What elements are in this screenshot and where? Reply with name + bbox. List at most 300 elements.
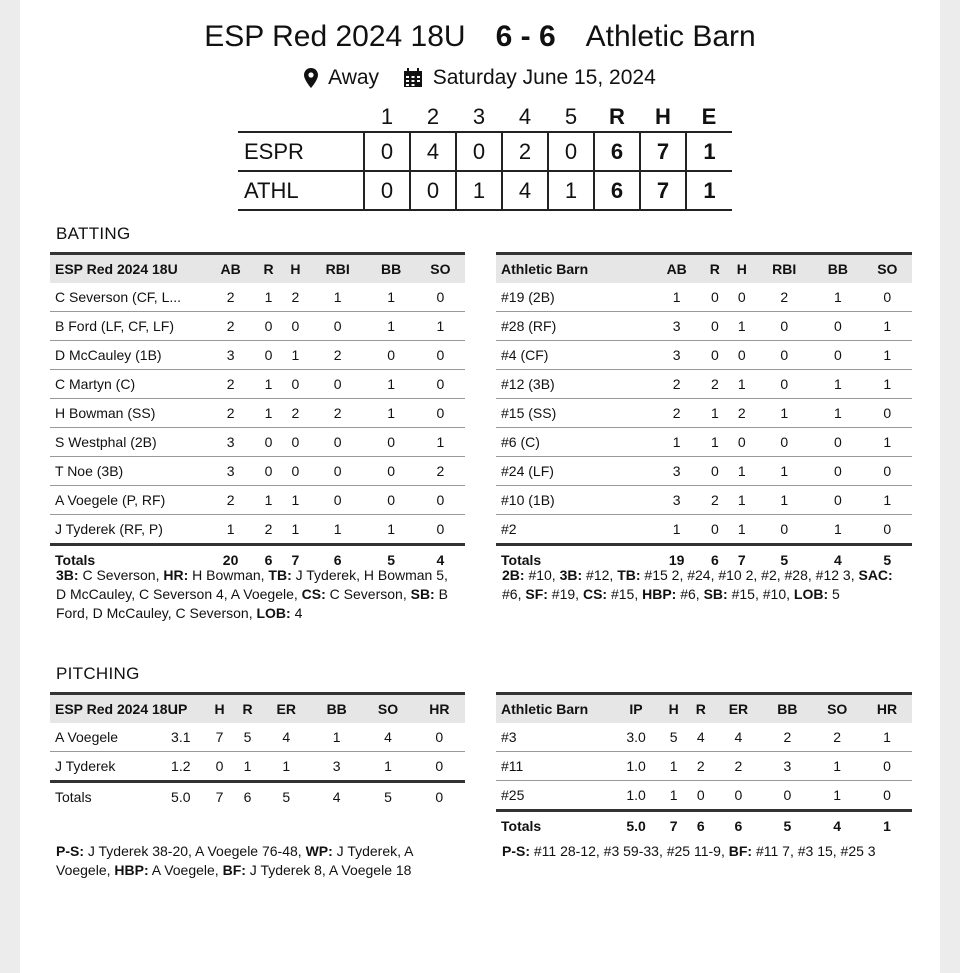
stat-cell: 3 — [206, 341, 255, 370]
stat-note-key: 3B: — [559, 567, 583, 583]
hits-total: 7 — [640, 171, 686, 210]
stat-cell: 0 — [755, 312, 813, 341]
stat-column-header: RBI — [325, 261, 350, 277]
player-name: S Westphal (2B) — [50, 428, 206, 457]
stat-column-header: R — [263, 261, 274, 277]
game-title — [0, 20, 960, 54]
stat-cell: 0 — [863, 457, 912, 486]
stat-note-key: SB: — [703, 586, 728, 602]
stat-cell: 7 — [206, 723, 234, 752]
calendar-icon — [403, 68, 423, 88]
runs-total: 6 — [594, 132, 640, 171]
stat-note-value: #12, — [582, 567, 618, 583]
table-header-row — [50, 254, 465, 284]
stat-cell: 1 — [813, 283, 862, 312]
stat-cell: 0 — [863, 283, 912, 312]
stat-cell: 2 — [309, 399, 367, 428]
total-cell: 4 — [332, 789, 341, 805]
stat-note-value: J Tyderek 8, A Voegele 18 — [245, 862, 412, 878]
total-cell: 1 — [883, 818, 891, 834]
inning-header: 4 — [518, 104, 532, 129]
game-score: 6 - 6 — [495, 20, 556, 53]
stat-cell: 0 — [282, 312, 309, 341]
inning-header: 3 — [472, 104, 486, 129]
pitching-section-title: PITCHING — [56, 664, 140, 683]
stat-cell: 1 — [282, 341, 309, 370]
stat-cell: 1 — [728, 515, 755, 545]
player-name: #10 (1B) — [496, 486, 652, 515]
table-row — [50, 723, 465, 752]
stat-cell: 1 — [367, 283, 416, 312]
stat-column-header: RBI — [772, 261, 797, 277]
total-cell: 7 — [669, 818, 678, 834]
hits-header: H — [655, 104, 671, 129]
stat-note-value: C Severson, — [325, 586, 411, 602]
stat-note-key: P-S: — [502, 843, 530, 859]
stat-cell: 0 — [863, 399, 912, 428]
stat-cell: 1 — [362, 752, 413, 782]
team-column-header: Athletic Barn — [501, 261, 589, 277]
stat-cell: 1 — [813, 399, 862, 428]
stat-cell: 2 — [206, 486, 255, 515]
stat-cell: 1 — [813, 515, 862, 545]
stat-note-key: TB: — [617, 567, 641, 583]
stat-column-header: BB — [777, 701, 798, 717]
stat-note-key: CS: — [582, 586, 608, 602]
inning-score: 0 — [364, 132, 410, 171]
stat-note-value: #6, — [676, 586, 704, 602]
stat-cell: 1 — [755, 457, 813, 486]
stat-cell: 0 — [416, 370, 465, 399]
stat-cell: 2 — [714, 752, 762, 781]
stat-cell: 1 — [367, 515, 416, 545]
linescore-row — [238, 132, 732, 171]
batting-section-title: BATTING — [56, 224, 131, 243]
total-cell: 6 — [710, 552, 719, 568]
stat-cell: 0 — [309, 457, 367, 486]
total-cell: 5 — [780, 552, 789, 568]
stat-cell: 3 — [652, 312, 701, 341]
team-column-header: Athletic Barn — [501, 701, 589, 717]
stat-note-value: #19, — [547, 586, 583, 602]
stat-cell: 0 — [282, 370, 309, 399]
stat-cell: 0 — [414, 723, 465, 752]
runs-header: R — [609, 104, 625, 129]
stat-cell: 0 — [701, 515, 728, 545]
stat-cell: 0 — [416, 283, 465, 312]
stat-cell: 1 — [282, 486, 309, 515]
stat-note-value: #11 28-12, #3 59-33, #25 11-9, — [530, 843, 729, 859]
stat-note-value: A Voegele, — [148, 862, 223, 878]
stat-note-key: SB: — [410, 586, 435, 602]
total-cell: 5 — [883, 552, 892, 568]
player-name: #28 (RF) — [496, 312, 652, 341]
stat-cell: 0 — [762, 781, 812, 811]
inning-score: 0 — [456, 132, 502, 171]
table-row — [50, 283, 465, 312]
game-location: Away — [328, 66, 380, 90]
total-cell: 6 — [264, 552, 273, 568]
player-name: #6 (C) — [496, 428, 652, 457]
stat-column-header: IP — [174, 701, 188, 717]
stat-cell: 0 — [416, 341, 465, 370]
stat-note-key: LOB: — [256, 605, 291, 621]
inning-header: 2 — [426, 104, 440, 129]
total-cell: 5.0 — [626, 818, 646, 834]
stat-cell: 1.0 — [612, 752, 660, 781]
stat-cell: 4 — [687, 723, 714, 752]
stat-cell: 0 — [255, 428, 282, 457]
stat-cell: 1 — [309, 283, 367, 312]
errors-total: 1 — [703, 138, 716, 164]
stat-cell: 3 — [652, 486, 701, 515]
total-cell: 4 — [834, 552, 842, 568]
stat-note-key: HBP: — [642, 586, 677, 602]
stat-column-header: SO — [430, 261, 451, 277]
stat-cell: 1 — [728, 370, 755, 399]
table-row — [496, 312, 912, 341]
stat-note-value: J Tyderek, A Voegele, — [56, 843, 413, 878]
stat-cell: 0 — [813, 341, 862, 370]
totals-row — [496, 811, 912, 841]
home-team-name: ESP Red 2024 18U — [204, 20, 466, 53]
total-cell: 19 — [668, 552, 685, 568]
player-name: #19 (2B) — [496, 283, 652, 312]
linescore-header-row — [238, 103, 732, 132]
stat-column-header: H — [736, 261, 747, 277]
stat-cell: 1 — [755, 486, 813, 515]
linescore-row — [238, 171, 732, 210]
stat-note-value: #10, — [524, 567, 560, 583]
stat-cell: 0 — [728, 428, 755, 457]
stat-cell: 0 — [728, 341, 755, 370]
table-row — [496, 341, 912, 370]
stat-cell: 0 — [862, 752, 912, 781]
stat-cell: 1 — [255, 283, 282, 312]
stat-column-header: AB — [220, 261, 241, 277]
stat-cell: 1 — [652, 283, 701, 312]
stat-cell: 1 — [234, 752, 262, 782]
player-name: J Tyderek — [50, 752, 156, 782]
stat-cell: 5 — [660, 723, 687, 752]
stat-cell: 0 — [863, 515, 912, 545]
stat-cell: 0 — [755, 370, 813, 399]
away-team-name: Athletic Barn — [585, 20, 756, 53]
stat-note-value: 5 — [828, 586, 840, 602]
stat-note-key: 2B: — [502, 567, 525, 583]
stat-cell: 1 — [255, 370, 282, 399]
stat-cell: 3 — [206, 428, 255, 457]
stat-cell: 2 — [755, 283, 813, 312]
player-name: #2 — [496, 515, 652, 545]
table-row — [50, 752, 465, 782]
player-name: D McCauley (1B) — [50, 341, 206, 370]
stat-note-value: H Bowman, — [188, 567, 269, 583]
stat-cell: 1 — [863, 486, 912, 515]
totals-label: Totals — [501, 818, 542, 834]
stat-cell: 0 — [282, 428, 309, 457]
stat-cell: 2 — [701, 486, 728, 515]
player-name: C Severson (CF, L... — [50, 283, 206, 312]
table-row — [496, 781, 912, 811]
stat-cell: 1.0 — [612, 781, 660, 811]
table-row — [50, 370, 465, 399]
stat-cell: 0 — [755, 515, 813, 545]
stat-cell: 3 — [652, 457, 701, 486]
total-cell: 6 — [243, 789, 252, 805]
table-row — [496, 515, 912, 545]
stat-cell: 1 — [652, 515, 701, 545]
team-column-header: ESP Red 2024 18U — [55, 701, 178, 717]
inning-header: 5 — [564, 104, 578, 129]
stat-cell: 2 — [416, 457, 465, 486]
inning-score: 0 — [364, 171, 410, 210]
stat-note-key: SF: — [525, 586, 548, 602]
totals-label: Totals — [55, 552, 96, 568]
table-row — [496, 370, 912, 399]
map-pin-icon — [304, 68, 318, 88]
stat-cell: 3 — [652, 341, 701, 370]
table-row — [50, 457, 465, 486]
runs-total: 6 — [594, 171, 640, 210]
stat-note-value: #15 2, #24, #10 2, #2, #28, #12 3, — [640, 567, 859, 583]
stat-cell: 4 — [262, 723, 312, 752]
stat-cell: 2 — [282, 399, 309, 428]
stat-column-header: H — [290, 261, 301, 277]
total-cell: 7 — [215, 789, 224, 805]
table-row — [50, 312, 465, 341]
stat-note-key: HR: — [163, 567, 189, 583]
stat-cell: 1 — [255, 399, 282, 428]
player-name: J Tyderek (RF, P) — [50, 515, 206, 545]
stat-cell: 2 — [255, 515, 282, 545]
stat-cell: 2 — [309, 341, 367, 370]
stat-cell: 1 — [862, 723, 912, 752]
stat-cell: 0 — [687, 781, 714, 811]
stat-cell: 1 — [863, 370, 912, 399]
table-row — [496, 723, 912, 752]
stat-note-key: BF: — [728, 843, 753, 859]
player-name: #11 — [496, 752, 612, 781]
stat-column-header: R — [242, 701, 253, 717]
stat-cell: 1 — [660, 752, 687, 781]
stat-cell: 1 — [863, 312, 912, 341]
stat-cell: 0 — [701, 312, 728, 341]
stat-cell: 2 — [812, 723, 862, 752]
stat-note-key: HBP: — [114, 862, 149, 878]
player-name: C Martyn (C) — [50, 370, 206, 399]
stat-cell: 2 — [728, 399, 755, 428]
pitching-notes-away — [502, 842, 897, 861]
linescore-team: ESPR — [238, 132, 364, 171]
stat-cell: 2 — [282, 283, 309, 312]
stat-cell: 2 — [687, 752, 714, 781]
stat-note-key: 3B: — [56, 567, 79, 583]
stat-cell: 2 — [206, 370, 255, 399]
stat-column-header: R — [695, 701, 706, 717]
stat-cell: 2 — [762, 723, 812, 752]
stat-note-value: C Severson, — [78, 567, 164, 583]
stat-cell: 0 — [813, 312, 862, 341]
team-column-header: ESP Red 2024 18U — [55, 261, 178, 277]
stat-cell: 2 — [206, 312, 255, 341]
linescore-table — [238, 103, 732, 211]
stat-note-value: #15, — [607, 586, 643, 602]
stat-cell: 0 — [813, 428, 862, 457]
stat-cell: 0 — [714, 781, 762, 811]
stat-cell: 1 — [812, 781, 862, 811]
total-cell: 6 — [696, 818, 705, 834]
stat-column-header: SO — [827, 701, 848, 717]
stat-cell: 3 — [206, 457, 255, 486]
stat-cell: 3.0 — [612, 723, 660, 752]
stat-column-header: HR — [429, 701, 450, 717]
stat-cell: 1 — [755, 399, 813, 428]
stat-cell: 0 — [255, 341, 282, 370]
table-row — [496, 457, 912, 486]
stat-cell: 1 — [309, 515, 367, 545]
stat-note-value: #15, #10, — [727, 586, 794, 602]
stat-cell: 0 — [255, 457, 282, 486]
stat-column-header: R — [709, 261, 720, 277]
stat-note-value: #11 7, #3 15, #25 3 — [752, 843, 876, 859]
stat-cell: 0 — [416, 399, 465, 428]
stat-column-header: ER — [728, 701, 749, 717]
stat-cell: 0 — [367, 457, 416, 486]
table-row — [50, 399, 465, 428]
stat-cell: 1 — [262, 752, 312, 782]
stat-cell: 0 — [309, 486, 367, 515]
stat-note-key: SAC: — [858, 567, 893, 583]
stat-column-header: H — [668, 701, 679, 717]
total-cell: 5 — [282, 789, 291, 805]
stat-cell: 1 — [863, 341, 912, 370]
stat-cell: 1 — [728, 486, 755, 515]
stat-cell: 1 — [863, 428, 912, 457]
stat-cell: 1 — [728, 312, 755, 341]
stat-cell: 0 — [755, 428, 813, 457]
total-cell: 5 — [783, 818, 792, 834]
inning-score: 4 — [502, 171, 548, 210]
table-row — [50, 515, 465, 545]
table-row — [50, 428, 465, 457]
stat-note-key: BF: — [222, 862, 246, 878]
inning-score: 1 — [456, 171, 502, 210]
stat-column-header: ER — [276, 701, 296, 717]
stat-cell: 1 — [812, 752, 862, 781]
stat-cell: 1 — [282, 515, 309, 545]
total-cell: 4 — [833, 818, 842, 834]
stat-cell: 0 — [416, 486, 465, 515]
stat-cell: 1 — [367, 370, 416, 399]
stat-note-value: J Tyderek, H Bowman 5, D McCauley, C Severson 4, A Voegele, — [56, 567, 448, 602]
game-meta — [0, 66, 960, 90]
stat-cell: 4 — [714, 723, 762, 752]
stat-column-header: H — [214, 701, 225, 717]
stat-cell: 0 — [862, 781, 912, 811]
total-cell: 20 — [222, 552, 239, 568]
stat-cell: 2 — [206, 283, 255, 312]
table-row — [496, 399, 912, 428]
stat-cell: 0 — [367, 341, 416, 370]
game-date: Saturday June 15, 2024 — [432, 66, 656, 90]
stat-cell: 0 — [282, 457, 309, 486]
stat-cell: 0 — [728, 283, 755, 312]
batting-table-home — [50, 252, 465, 574]
stat-cell: 1 — [367, 399, 416, 428]
stat-cell: 2 — [701, 370, 728, 399]
stat-cell: 0 — [755, 341, 813, 370]
stat-note-key: TB: — [268, 567, 292, 583]
table-row — [496, 486, 912, 515]
stat-cell: 1.2 — [156, 752, 206, 782]
stat-cell: 1 — [701, 399, 728, 428]
table-row — [496, 752, 912, 781]
stat-cell: 0 — [367, 486, 416, 515]
hits-total: 7 — [640, 132, 686, 171]
stat-column-header: SO — [877, 261, 898, 277]
total-cell: 5 — [387, 552, 396, 568]
stat-column-header: BB — [381, 261, 402, 277]
total-cell: 5.0 — [171, 789, 191, 805]
stat-cell: 0 — [414, 752, 465, 782]
stat-cell: 1 — [416, 428, 465, 457]
stat-column-header: HR — [876, 701, 898, 717]
stat-cell: 0 — [367, 428, 416, 457]
stat-column-header: AB — [666, 261, 687, 277]
batting-notes-away — [502, 566, 912, 604]
stat-column-header: SO — [377, 701, 399, 717]
stat-cell: 1 — [660, 781, 687, 811]
pitching-table-away — [496, 692, 912, 840]
stat-cell: 2 — [652, 370, 701, 399]
linescore-team-header — [238, 103, 364, 132]
batting-table-away — [496, 252, 912, 574]
totals-row — [50, 782, 465, 812]
player-name: #3 — [496, 723, 612, 752]
pitching-notes-home — [56, 842, 466, 880]
stat-cell: 0 — [255, 312, 282, 341]
stat-note-key: CS: — [301, 586, 326, 602]
table-header-row — [50, 694, 465, 724]
stat-note-key: WP: — [305, 843, 333, 859]
player-name: #12 (3B) — [496, 370, 652, 399]
player-name: #4 (CF) — [496, 341, 652, 370]
stat-note-key: P-S: — [56, 843, 84, 859]
stat-cell: 3 — [762, 752, 812, 781]
inning-score: 2 — [502, 132, 548, 171]
stat-cell: 4 — [362, 723, 413, 752]
inning-header: 1 — [380, 104, 394, 129]
stat-cell: 0 — [309, 370, 367, 399]
inning-score: 1 — [548, 171, 594, 210]
stat-cell: 1 — [813, 370, 862, 399]
stat-cell: 0 — [309, 428, 367, 457]
stat-note-key: LOB: — [793, 586, 829, 602]
table-row — [496, 283, 912, 312]
stat-cell: 3 — [311, 752, 362, 782]
pitching-table-home — [50, 692, 465, 811]
stat-cell: 2 — [206, 399, 255, 428]
errors-header: E — [701, 104, 717, 129]
player-name: T Noe (3B) — [50, 457, 206, 486]
linescore-team: ATHL — [238, 171, 364, 210]
stat-cell: 0 — [701, 457, 728, 486]
total-cell: 7 — [291, 552, 300, 568]
total-cell: 6 — [333, 552, 342, 568]
player-name: A Voegele (P, RF) — [50, 486, 206, 515]
batting-notes-home — [56, 566, 461, 623]
